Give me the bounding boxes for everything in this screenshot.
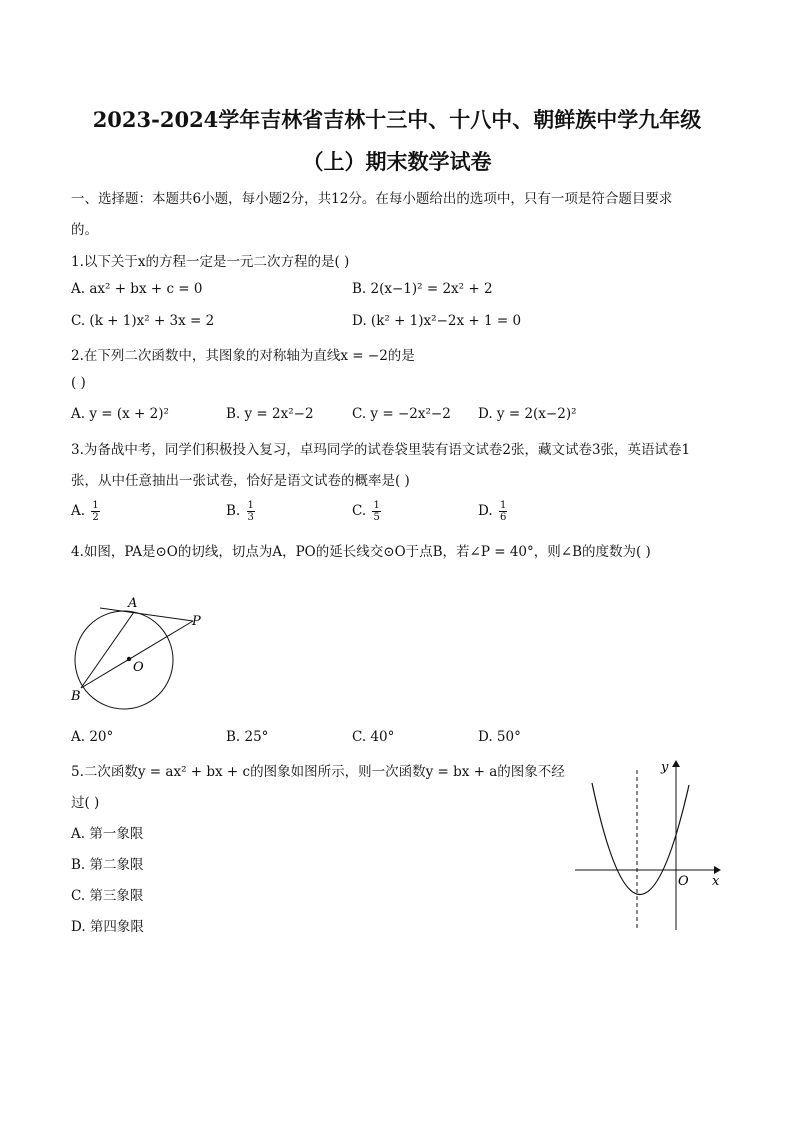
q3-option-a-numerator: 1: [92, 500, 99, 511]
q3-option-b: [226, 500, 255, 523]
q1-option-b: B. 2(x−1)² = 2x² + 2: [352, 281, 493, 297]
q2-option-c: C. y = −2x²−2: [352, 406, 451, 422]
q5-stem-line1: 5.二次函数y = ax² + bx + c的图象如图所示，则一次函数y = bx + a的图象不经: [71, 764, 565, 780]
exam-title-line1: 2023-2024学年吉林省吉林十三中、十八中、朝鲜族中学九年级: [92, 107, 702, 132]
q3-option-d-denominator: 6: [499, 512, 507, 523]
q3-option-d-numerator: 1: [499, 500, 507, 511]
q2-option-d: D. y = 2(x−2)²: [478, 406, 577, 422]
q5-stem-line2: 过( ): [71, 795, 100, 811]
q3-option-d-label: D.: [478, 503, 493, 519]
q4-label-a: A: [128, 596, 138, 611]
q4-chord-ab: [81, 612, 134, 688]
q4-option-a: A. 20°: [71, 729, 114, 745]
q5-option-a: A. 第一象限: [71, 826, 144, 842]
q3-option-c-denominator: 5: [373, 512, 380, 523]
q2-option-b: B. y = 2x²−2: [226, 406, 314, 422]
q4-circle-tangent-figure: [60, 590, 220, 720]
q4-center-point: [127, 657, 131, 661]
q1-stem: 1.以下关于x的方程一定是一元二次方程的是( ): [71, 254, 350, 270]
q4-option-b: B. 25°: [226, 729, 269, 745]
q1-option-c: C. (k + 1)x² + 3x = 2: [71, 313, 215, 329]
q3-option-b-numerator: 1: [247, 500, 254, 511]
q4-label-p: P: [192, 614, 201, 629]
q3-option-d: [478, 500, 507, 523]
q3-option-a: [71, 500, 100, 523]
q3-option-c-numerator: 1: [373, 500, 380, 511]
q1-option-d: D. (k² + 1)x²−2x + 1 = 0: [352, 313, 522, 329]
q4-option-d: D. 50°: [478, 729, 521, 745]
q2-stem: 2.在下列二次函数中，其图象的对称轴为直线x = −2的是: [71, 348, 415, 364]
q3-option-a-label: A.: [71, 503, 86, 519]
q5-label-o: O: [678, 874, 689, 889]
q5-parabola-curve: [592, 783, 689, 895]
q4-line-bp: [81, 621, 193, 688]
q3-option-a-fraction: [91, 500, 99, 523]
q5-option-c: C. 第三象限: [71, 888, 144, 904]
q3-stem-line2: 张，从中任意抽出一张试卷，恰好是语文试卷的概率是( ): [71, 473, 410, 489]
q5-label-x: x: [712, 874, 720, 889]
q3-option-a-denominator: 2: [92, 512, 99, 523]
q2-answer-paren: ( ): [71, 375, 86, 391]
q5-option-d: D. 第四象限: [71, 919, 144, 935]
q4-tangent-line-pa: [100, 608, 193, 621]
q5-option-b: B. 第二象限: [71, 857, 144, 873]
q4-label-o: O: [133, 660, 144, 675]
q3-option-c: [352, 500, 381, 523]
q3-option-c-fraction: [372, 500, 380, 523]
section1-instructions-line1: 一、选择题：本题共6小题，每小题2分，共12分。在每小题给出的选项中，只有一项是符合题目要求: [71, 191, 673, 207]
section1-instructions-line2: 的。: [71, 222, 98, 238]
q4-stem: 4.如图，PA是⊙O的切线，切点为A，PO的延长线交⊙O于点B，若∠P = 40°，则∠B的度数为( ): [71, 544, 651, 560]
q3-option-b-label: B.: [226, 503, 241, 519]
q3-option-b-denominator: 3: [247, 512, 254, 523]
q3-option-c-label: C.: [352, 503, 367, 519]
q5-parabola-graph: [570, 755, 730, 935]
q4-label-b: B: [71, 689, 81, 704]
q5-label-y: y: [661, 760, 669, 775]
q3-option-b-fraction: [247, 500, 255, 523]
q1-option-a: A. ax² + bx + c = 0: [71, 281, 203, 297]
q3-option-d-fraction: [499, 500, 507, 523]
q2-option-a: A. y = (x + 2)²: [71, 406, 169, 422]
exam-title-line2: （上）期末数学试卷: [302, 149, 492, 174]
q3-stem-line1: 3.为备战中考，同学们积极投入复习，卓玛同学的试卷袋里装有语文试卷2张，藏文试卷3张，英语试卷1: [71, 442, 691, 458]
q4-option-c: C. 40°: [352, 729, 395, 745]
